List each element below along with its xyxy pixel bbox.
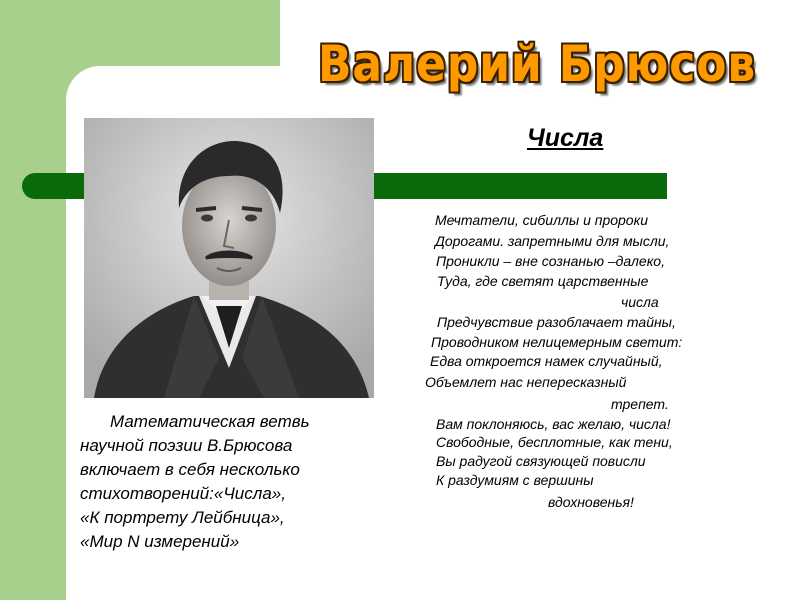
description-line: научной поэзии В.Брюсова xyxy=(80,436,293,455)
page-title: Валерий Брюсов xyxy=(318,35,757,93)
description-line: включает в себя несколько xyxy=(80,460,300,479)
poem-line: трепет. xyxy=(611,396,669,412)
poem-line: Вам поклоняюсь, вас желаю, числа! xyxy=(436,416,671,432)
poem-line: Туда, где светят царственные xyxy=(437,273,649,289)
poem-line: Едва откроется намек случайный, xyxy=(430,353,663,369)
poem-line: Мечтатели, сибиллы и пророки xyxy=(435,212,648,228)
portrait-illustration xyxy=(84,118,374,398)
poem-line: вдохновенья! xyxy=(548,494,634,510)
poem-line: Вы радугой связующей повисли xyxy=(436,453,646,469)
poem-title: Числа xyxy=(527,124,604,152)
poem-line: числа xyxy=(621,294,659,310)
description-line: «Мир N измерений» xyxy=(80,532,240,551)
poem-line: Предчувствие разоблачает тайны, xyxy=(437,314,676,330)
poem-line: Свободные, бесплотные, как тени, xyxy=(436,434,673,450)
poem-line: Проникли – вне сознанью –далеко, xyxy=(436,253,665,269)
poem-line: Объемлет нас непересказный xyxy=(425,374,627,390)
description-line: стихотворений:«Числа», xyxy=(80,484,286,503)
poem-line: Проводником нелицемерным светит: xyxy=(431,334,683,350)
poem-line: К раздумиям с вершины xyxy=(436,472,594,488)
description-line: Математическая ветвь xyxy=(110,412,310,431)
poem-line: Дорогами. запретными для мысли, xyxy=(435,233,670,249)
portrait-photo xyxy=(84,118,374,398)
description-line: «К портрету Лейбница», xyxy=(80,508,285,527)
description-text xyxy=(80,410,380,554)
